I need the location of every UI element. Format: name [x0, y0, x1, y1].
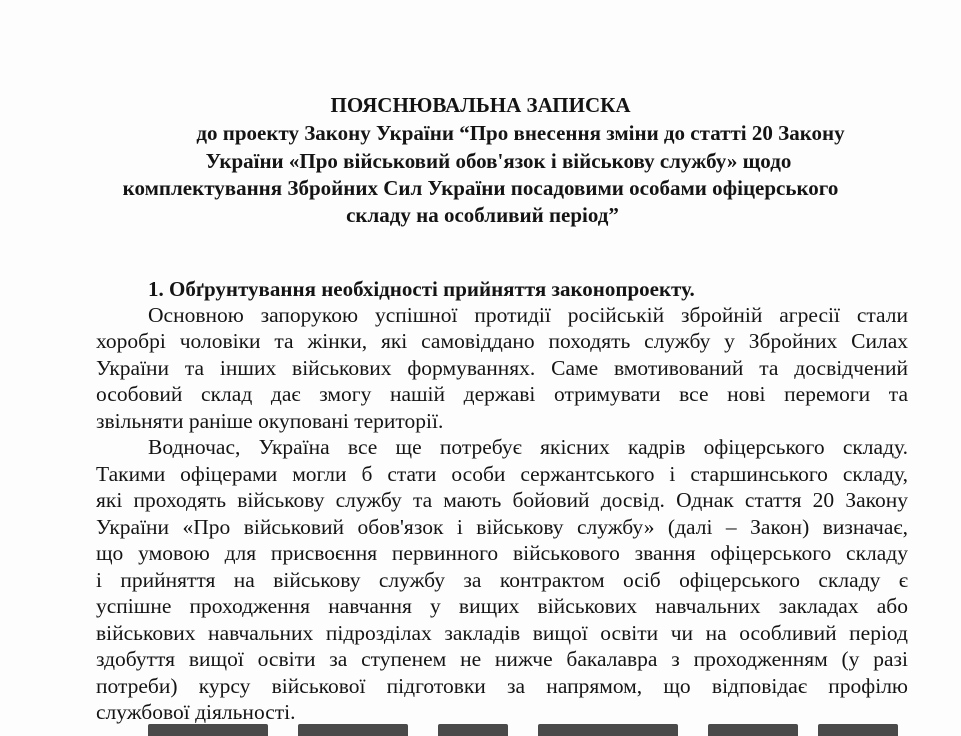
paragraph-line: службової діяльності.	[96, 700, 296, 724]
document-subtitle-line-2: України «Про військовий обов'язок і військову службу» щодо	[205, 149, 792, 173]
document-subtitle-line-1: до проекту Закону України “Про внесення зміни до статті 20 Закону	[196, 121, 845, 145]
document-title: ПОЯСНЮВАЛЬНА ЗАПИСКА	[330, 93, 631, 117]
section-heading: 1. Обґрунтування необхідності прийняття законопроекту.	[148, 277, 695, 301]
paragraph-line: успішне проходження навчання у вищих військових навчальних закладах або	[96, 594, 908, 618]
cut-off-text-line	[148, 722, 908, 736]
paragraph-line: і прийняття на військову службу за контрактом осіб офіцерського складу є	[96, 568, 908, 592]
document-subtitle-line-4: складу на особливий період”	[346, 203, 619, 227]
paragraph-line: потреби) курсу військової підготовки за напрямом, що відповідає профілю	[96, 674, 908, 698]
paragraph-line: хоробрі чоловіки та жінки, які самовіддано походять службу у Збройних Силах	[96, 329, 908, 353]
paragraph-line: України «Про військовий обов'язок і військову службу» (далі – Закон) визначає,	[96, 515, 908, 539]
paragraph-line: Водночас, Україна все ще потребує якісних кадрів офіцерського складу.	[148, 435, 908, 459]
paragraph-line: які проходять військову службу та мають бойовий досвід. Однак стаття 20 Закону	[96, 488, 908, 512]
paragraph-line: що умовою для присвоєння первинного військового звання офіцерського складу	[96, 541, 908, 565]
paragraph-line: звільняти раніше окуповані території.	[96, 409, 444, 433]
paragraph-line: особовий склад дає змогу нашій державі отримувати все нові перемоги та	[96, 382, 908, 406]
paragraph-line: Такими офіцерами могли б стати особи сержантського і старшинського складу,	[96, 462, 908, 486]
paragraph-line: здобуття вищої освіти за ступенем не нижче бакалавра з проходженням (у разі	[96, 647, 908, 671]
paragraph-line: Основною запорукою успішної протидії російській збройній агресії стали	[148, 303, 908, 327]
paragraph-line: України та інших військових формуваннях. Саме вмотивований та досвідчений	[96, 356, 908, 380]
document-subtitle-line-3: комплектування Збройних Сил України посадовими особами офіцерського	[122, 176, 839, 200]
paragraph-line: військових навчальних підрозділах закладів вищої освіти чи на особливий період	[96, 621, 908, 645]
